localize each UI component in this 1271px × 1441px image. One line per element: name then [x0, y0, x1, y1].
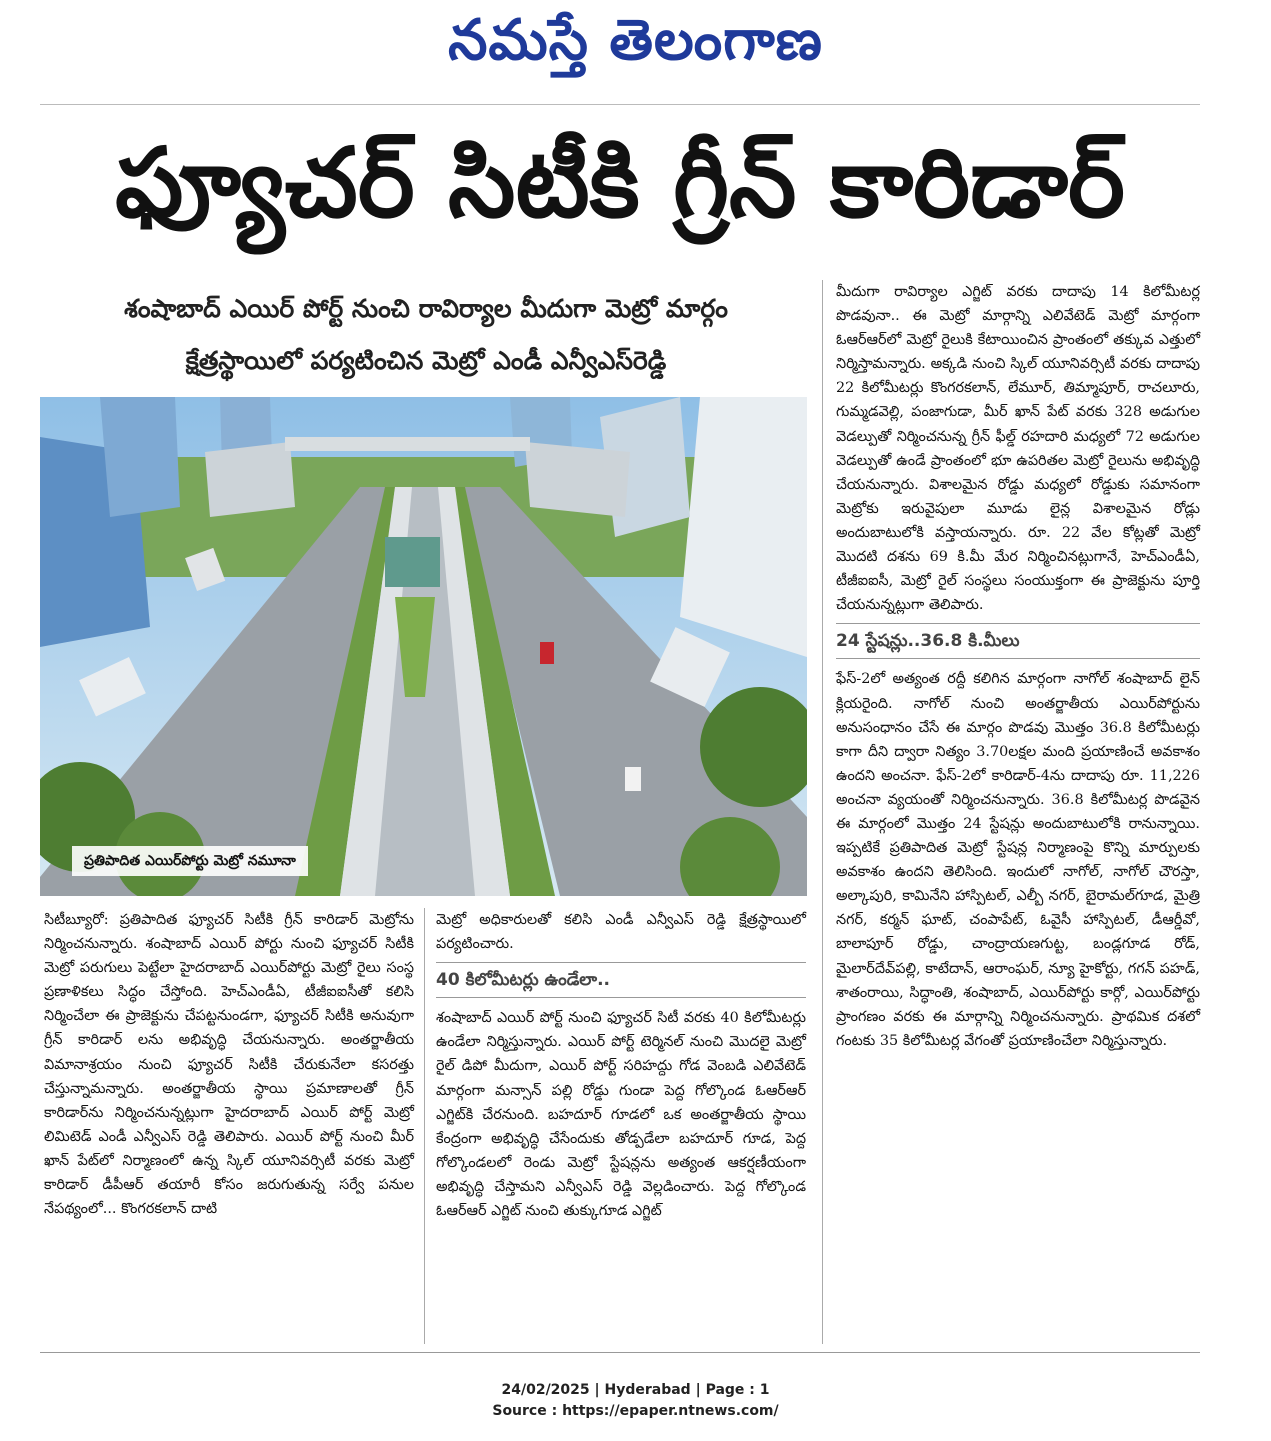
- photo-caption: ప్రతిపాదిత ఎయిర్‌పోర్టు మెట్రో నమూనా: [72, 846, 308, 876]
- column-2-subheading: 40 కిలోమీటర్లు ఉండేలా..: [436, 962, 806, 998]
- footer-divider: [40, 1352, 1200, 1353]
- newspaper-masthead: నమస్తే తెలంగాణ: [448, 8, 823, 73]
- source-url[interactable]: Source : https://epaper.ntnews.com/: [492, 1403, 779, 1419]
- column-1-paragraph: సిటీబ్యూరో: ప్రతిపాదిత ఫ్యూచర్ సిటీకి గ్రీన్ కారిడార్ మెట్రోను నిర్మించనున్నారు. శంషాబాద్ ఎయిర్ పోర్టు నుంచి ఫ్యూచర్ సిటీకి మెట్రో పరుగులు పెట్టేలా హైదరాబాద్ ఎయిర్‌పోర్టు మెట్రో రైలు సంస్థ ప్రణాళికలు సిద్ధం చేస్తోంది. హెచ్ఎండీఏ, టీజీఐఐసీతో కలిసి నిర్మించేలా ఈ ప్రాజెక్టును చేపట్టనుండగా, ఫ్యూచర్ సిటీకి అనువుగా గ్రీన్ కారిడార్ లను అభివృద్ధి చేయనున్నారు. అంతర్జాతీయ విమానాశ్రయం నుంచి ఫ్యూచర్ సిటీకి చేరుకునేలా కసరత్తు చేస్తున్నామన్నారు. అంతర్జాతీయ స్థాయి ప్రమాణాలతో గ్రీన్ కారిడార్‌ను నిర్మించనున్నట్లుగా హైదరాబాద్ ఎయిర్ పోర్ట్ మెట్రో లిమిటెడ్ ఎండీ ఎన్వీఎస్ రెడ్డి తెలిపారు. ఎయిర్ పోర్ట్ నుంచి మీర్ ఖాన్ పేట్‌లో నిర్మాణంలో ఉన్న స్కిల్ యూనివర్సిటీ వరకు మెట్రో కారిడార్ డీపీఆర్ తయారీ కోసం జరుగుతున్న సర్వే పనుల నేపథ్యంలో... కొంగరకలాన్ దాటి: [44, 912, 414, 1218]
- column-3-paragraph-1: మీదుగా రావిర్యాల ఎగ్జిట్ వరకు దాదాపు 14 కిలోమీటర్ల పొడవునా.. ఈ మెట్రో మార్గాన్ని ఎలివేటెడ్ మెట్రో మార్గంగా ఓఆర్ఆర్‌లో మెట్రో రైలుకి కేటాయించిన ప్రాంతంలో తక్కువ ఎత్తులో నిర్మిస్తామన్నారు. అక్కడి నుంచి స్కిల్ యూనివర్సిటీ వరకు దాదాపు 22 కిలోమీటర్లు కొంగరకలాన్, లేమూర్, తిమ్మాపూర్, రాచలూరు, గుమ్మడవెల్లి, పంజాగుడా, మీర్ ఖాన్ పేట్ వరకు 328 అడుగుల వెడల్పుతో నిర్మించనున్న గ్రీన్ ఫీల్డ్ రహదారి మధ్యలో 72 అడుగుల వెడల్పుతో ఉండే ప్రాంతంలో భూ ఉపరితల మెట్రో రైలును అభివృద్ధి చేయనున్నారు. విశాలమైన రోడ్డు మధ్యలో రోడ్డుకు సమానంగా మెట్రోకు ఇరువైపులా మూడు లైన్ల విశాలమైన రోడ్లు అందుబాటులోకి వస్తాయన్నారు. రూ. 22 వేల కోట్లతో మెట్రో మొదటి దశను 69 కి.మీ మేర నిర్మించినట్లుగానే, హెచ్ఎండీఏ, టీజీఐఐసీ, మెట్రో రైల్ సంస్థలు సంయుక్తంగా ఈ ప్రాజెక్టును పూర్తి చేయనున్నట్లుగా తెలిపారు.: [836, 284, 1200, 614]
- masthead-divider: [40, 104, 1200, 105]
- headline: ఫ్యూచర్ సిటీకి గ్రీన్ కారిడార్: [115, 127, 1125, 239]
- edition-info: 24/02/2025 | Hyderabad | Page : 1: [501, 1382, 770, 1398]
- column-2-paragraph-1: మెట్రో అధికారులతో కలిసి ఎండీ ఎన్వీఎస్ రెడ్డి క్షేత్రస్థాయిలో పర్యటించారు.: [436, 912, 806, 953]
- article-column-3: [836, 280, 1200, 1053]
- deck-line-2: క్షేత్రస్థాయిలో పర్యటించిన మెట్రో ఎండీ ఎన్వీఎస్‌రెడ్డి: [185, 346, 667, 375]
- metro-rendering-illustration: [40, 397, 807, 896]
- article-column-2: [436, 908, 806, 1223]
- column-2-paragraph-2: శంషాబాద్ ఎయిర్ పోర్ట్ నుంచి ఫ్యూచర్ సిటీ వరకు 40 కిలోమీటర్లు ఉండేలా నిర్మిస్తున్నారు. ఎయిర్ పోర్ట్ టెర్మినల్ నుంచి మొదలై మెట్రో రైల్ డిపో మీదుగా, ఎయిర్ పోర్ట్ సరిహద్దు గోడ వెంబడి ఎలివేటెడ్ మార్గంగా మన్సాన్ పల్లి రోడ్డు గుండా పెద్ద గోల్కొండ ఓఆర్ఆర్ ఎగ్జిట్‌కి చేరనుంది. బహదూర్ గూడలో ఒక అంతర్జాతీయ స్థాయి కేంద్రంగా అభివృద్ధి చేసేందుకు తోడ్పడేలా బహదూర్ గూడ, పెద్ద గోల్కొండలలో రెండు మెట్రో స్టేషన్లను అత్యంత ఆకర్షణీయంగా అభివృద్ధి చేస్తామని ఎన్వీఎస్ రెడ్డి వెల్లడించారు. పెద్ద గోల్కొండ ఓఆర్ఆర్ ఎగ్జిట్ నుంచి తుక్కుగూడ ఎగ్జిట్: [436, 1010, 806, 1220]
- article-column-1: [44, 908, 414, 1221]
- column-3-paragraph-2: ఫేస్-2లో అత్యంత రద్దీ కలిగిన మార్గంగా నాగోల్ శంషాబాద్ లైన్ క్లియరైంది. నాగోల్ నుంచి అంతర్జాతీయ ఎయిర్‌పోర్టును అనుసంధానం చేసే ఈ మార్గం పొడవు మొత్తం 36.8 కిలోమీటర్లు కాగా దీని ద్వారా నిత్యం 3.70లక్షల మంది ప్రయాణించే అవకాశం ఉందని అంచనా. ఫేస్-2లో కారిడార్-4ను దాదాపు రూ. 11,226 అంచనా వ్యయంతో నిర్మించనున్నారు. 36.8 కిలోమీటర్ల పొడవైన ఈ మార్గంలో మొత్తం 24 స్టేషన్లు అందుబాటులోకి రానున్నాయి. ఇప్పటికే ప్రతిపాదిత మెట్రో స్టేషన్ల నిర్మాణంపై కొన్ని మార్పులకు అవకాశం ఉందని తెలిసింది. ఇందులో నాగోల్, నాగోల్ చౌరస్తా, అల్కాపురి, కామినేని హాస్పిటల్, ఎల్బీ నగర్, బైరామల్‌గూడ, మైత్రి నగర్, కర్మన్ ఘాట్, చంపాపేట్, ఓవైసీ హాస్పిటల్, డీఆర్డీవో, బాలాపూర్ రోడ్డు, చాంద్రాయణగుట్ట, బండ్లగూడ రోడ్, మైలార్‌దేవ్‌పల్లి, కాటేదాన్, ఆరాంఘర్, న్యూ హైకోర్టు, గగన్ పహడ్, శాతంరాయి, సిద్ధాంతి, శంషాబాద్, ఎయిర్‌పోర్టు కార్గో, ఎయిర్‌పోర్టు ప్రాంగణం వరకు ఈ మార్గాన్ని నిర్మించనున్నారు. ప్రాథమిక దశలో గంటకు 35 కిలోమీటర్ల వేగంతో ప్రయాణించేలా నిర్మిస్తున్నారు.: [836, 671, 1200, 1049]
- column-divider: [424, 908, 425, 1344]
- column-3-subheading: 24 స్టేషన్లు..36.8 కి.మీలు: [836, 623, 1200, 659]
- column-divider: [822, 280, 823, 1344]
- deck-line-1: శంషాబాద్ ఎయిర్ పోర్ట్ నుంచి రావిర్యాల మీదుగా మెట్రో మార్గం: [124, 294, 728, 323]
- metro-rendering-photo: [40, 397, 807, 896]
